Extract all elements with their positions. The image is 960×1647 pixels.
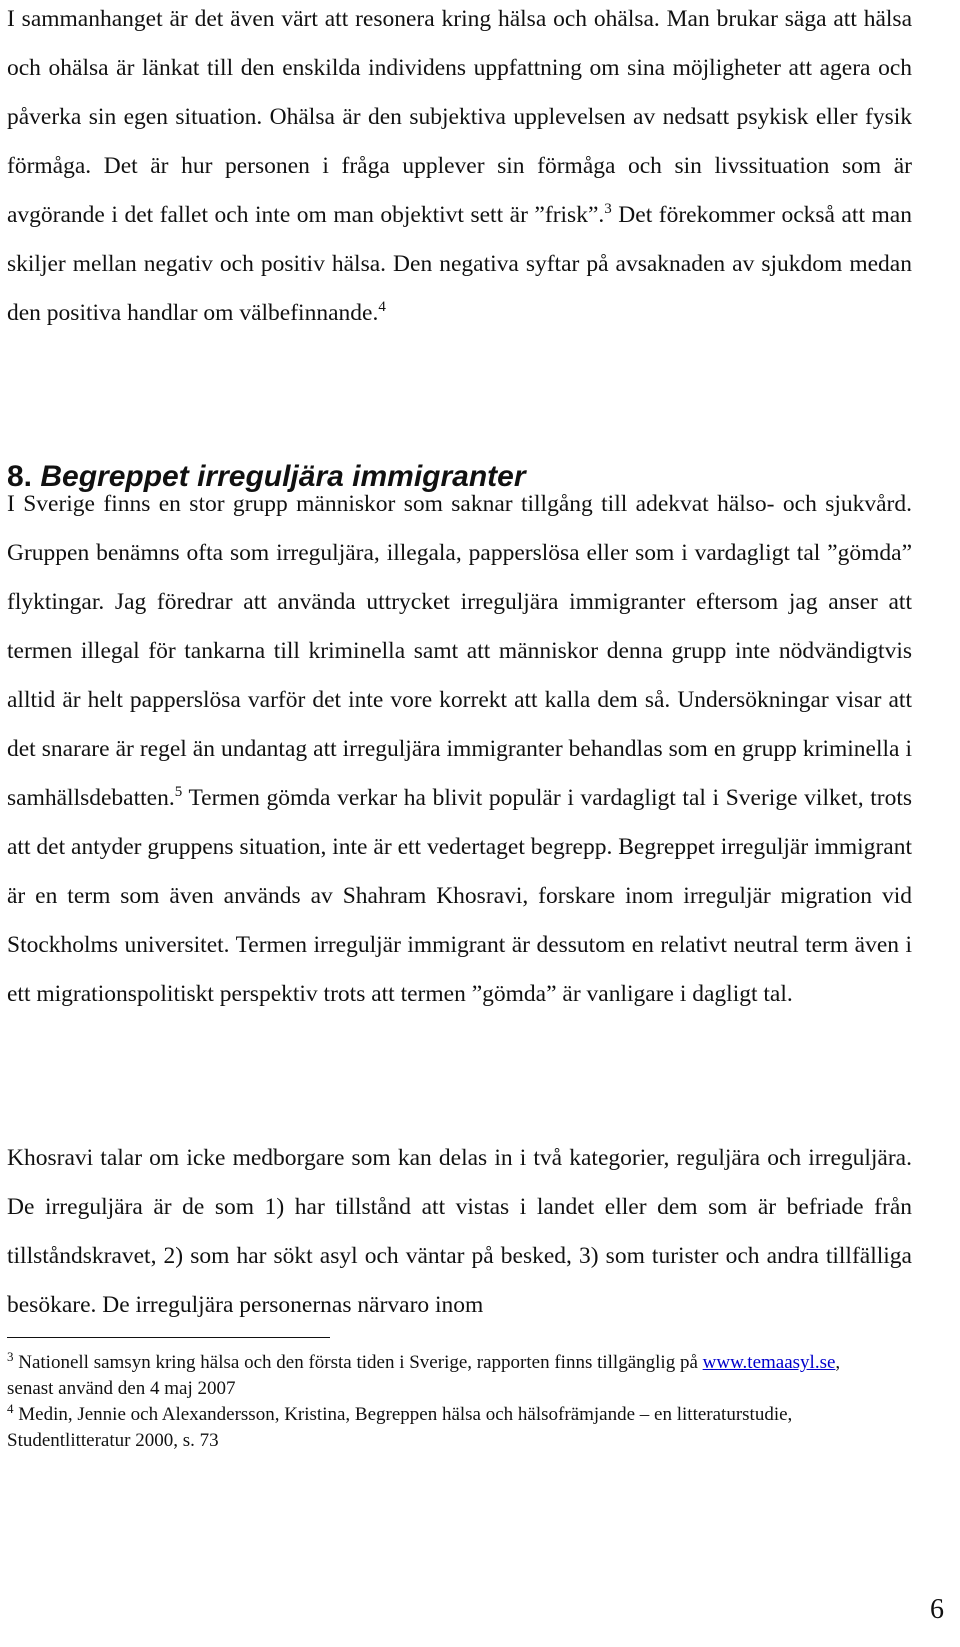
footnote-text: , senast använd den 4 maj 2007 <box>7 1352 841 1399</box>
section-number: 8. <box>7 460 33 493</box>
footnote-number: 4 <box>7 1401 14 1416</box>
footnote-ref-5[interactable]: 5 <box>174 784 183 800</box>
footnote-separator <box>7 1337 330 1338</box>
paragraph-health <box>7 0 912 338</box>
footnote-4 <box>7 1402 867 1454</box>
page-number: 6 <box>930 1594 944 1625</box>
footnote-3 <box>7 1350 867 1402</box>
section-title: Begreppet irreguljära immigranter <box>40 460 526 493</box>
footnote-ref-3[interactable]: 3 <box>604 201 612 217</box>
footnote-number: 3 <box>7 1349 14 1364</box>
temaasyl-link[interactable]: www.temaasyl.se <box>702 1352 836 1373</box>
footnote-ref-4[interactable]: 4 <box>378 299 386 315</box>
paragraph-text: Termen gömda verkar ha blivit populär i vardagligt tal i Sverige vilket, trots att det antyder gruppens situation, inte är ett vedertaget begrepp. Begreppet irreguljär immigrant är en term som även används av Shahram Khosravi, forskare inom irreguljär migration vid Stockholms universitet. Termen irreguljär immigrant är dessutom en relativt neutral term även i ett migrationspolitiskt perspektiv trots att termen ”gömda” är vanligare i dagligt tal. <box>7 785 912 1007</box>
paragraph-khosravi: Khosravi talar om icke medborgare som kan delas in i två kategorier, reguljära och irreguljära. De irreguljära är de som 1) har tillstånd att vistas i landet eller dem som är befriade från tillståndskravet, 2) som har sökt asyl och väntar på besked, 3) som turister och andra tillfälliga besökare. De irreguljära personernas närvaro inom <box>7 1145 912 1318</box>
footnote-text: Medin, Jennie och Alexandersson, Kristina, Begreppen hälsa och hälsofrämjande – en litteraturstudie, Studentlitteratur 2000, s. 73 <box>7 1404 793 1451</box>
footnote-text: Nationell samsyn kring hälsa och den första tiden i Sverige, rapporten finns tillgänglig på <box>13 1352 703 1373</box>
paragraph-text: I sammanhanget är det även värt att resonera kring hälsa och ohälsa. Man brukar säga att hälsa och ohälsa är länkat till den enskilda individens uppfattning om sina möjligheter att agera och påverka sin egen situation. Ohälsa är den subjektiva upplevelsen av nedsatt psykisk eller fysik förmåga. Det är hur personen i fråga upplever sin förmåga och sin livssituation som är avgörande i det fallet och inte om man objektivt sett är ”frisk”. <box>7 6 912 228</box>
paragraph-text: Det förekommer också att man skiljer mellan negativ och positiv hälsa. Den negativa syftar på avsaknaden av sjukdom medan den positiva handlar om välbefinnande. <box>7 202 912 326</box>
paragraph-irregular-immigrants <box>7 480 912 1019</box>
paragraph-text: I Sverige finns en stor grupp människor som saknar tillgång till adekvat hälso- och sjukvård. Gruppen benämns ofta som irreguljära, illegala, papperslösa eller som i vardagligt tal ”gömda” flyktingar. Jag föredrar att använda uttrycket irreguljära immigranter eftersom jag anser att termen illegal för tankarna till kriminella samt att människor denna grupp inte nödvändigtvis alltid är helt papperslösa varför det inte vore korrekt att kalla dem så. Undersökningar visar att det snarare är regel än undantag att irreguljära immigranter behandlas som en grupp kriminella i samhällsdebatten. <box>7 491 912 811</box>
